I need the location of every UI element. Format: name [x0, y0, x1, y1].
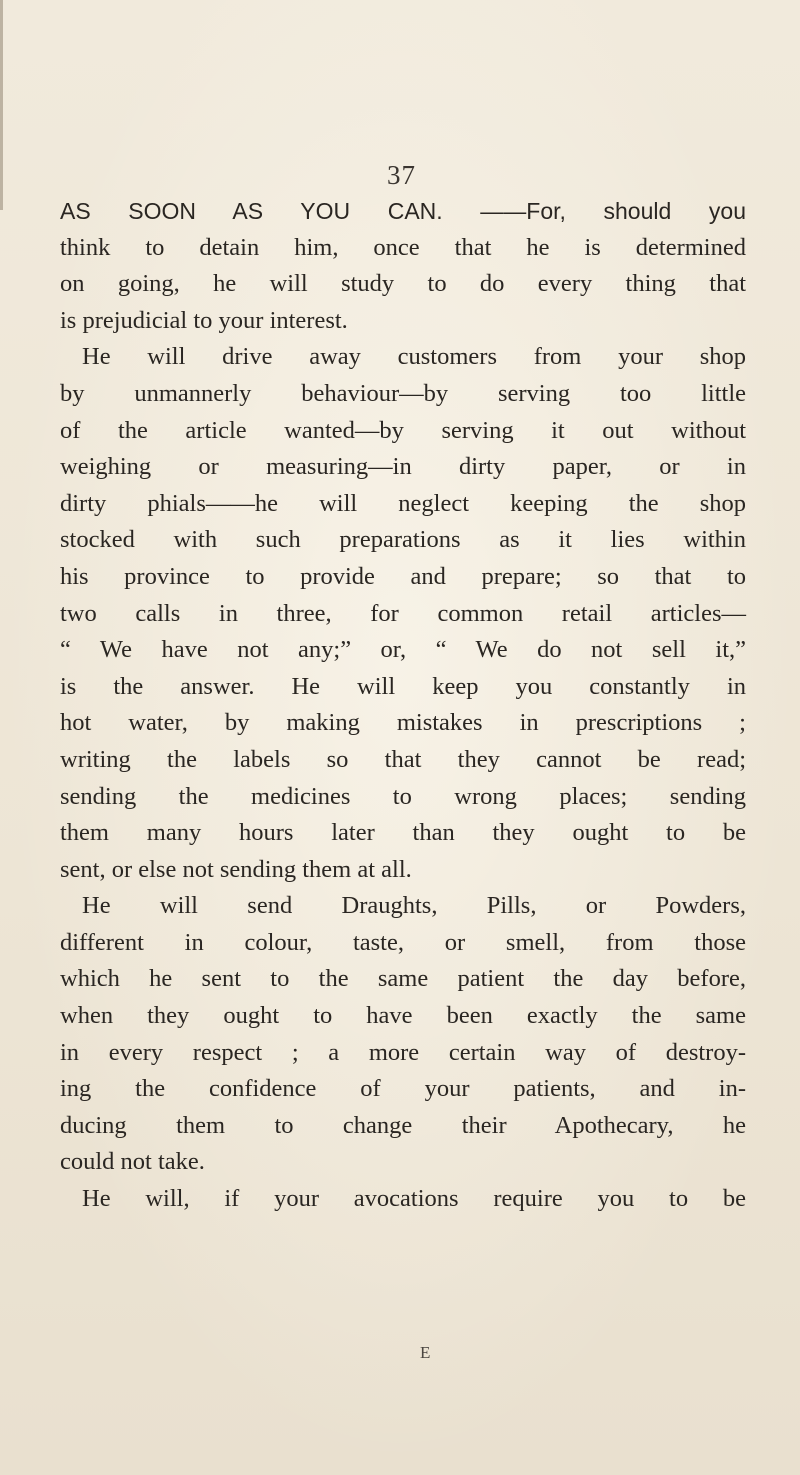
- text-line: sending the medicines to wrong places; sending: [60, 782, 746, 810]
- text-line: ing the confidence of your patients, and in-: [60, 1075, 746, 1103]
- page-edge-shadow: [0, 0, 3, 210]
- page-number: 37: [387, 160, 416, 190]
- text-line: is prejudicial to your interest.: [60, 306, 348, 334]
- text-line: ducing them to change their Apothecary, he: [60, 1111, 746, 1139]
- text-line: them many hours later than they ought to be: [60, 819, 746, 847]
- text-line: on going, he will study to do every thing that: [60, 270, 746, 298]
- signature-mark: E: [420, 1343, 431, 1362]
- text-line: think to detain him, once that he is determined: [60, 233, 746, 261]
- text-line: in every respect ; a more certain way of destroy-: [60, 1038, 746, 1066]
- text-line: He will, if your avocations require you to be: [82, 1185, 746, 1213]
- text-line: when they ought to have been exactly the same: [60, 1002, 746, 1030]
- text-line: writing the labels so that they cannot be read;: [60, 745, 746, 773]
- text-line: sent, or else not sending them at all.: [60, 855, 412, 883]
- text-line: could not take.: [60, 1148, 205, 1176]
- text-line: weighing or measuring—in dirty paper, or in: [60, 453, 746, 481]
- text-line: He will drive away customers from your shop: [82, 343, 746, 371]
- text-line: hot water, by making mistakes in prescriptions ;: [60, 709, 746, 737]
- text-line-quote: “ We have not any;” or, “ We do not sell it,”: [60, 636, 746, 664]
- text-line: two calls in three, for common retail articles—: [60, 599, 746, 627]
- text-line: is the answer. He will keep you constantly in: [60, 672, 746, 700]
- text-line: stocked with such preparations as it lies within: [60, 526, 746, 554]
- text-line: which he sent to the same patient the day before,: [60, 965, 746, 993]
- text-line: by unmannerly behaviour—by serving too little: [60, 379, 746, 407]
- text-line: AS SOON AS YOU CAN. ——For, should you: [60, 198, 746, 224]
- text-line: of the article wanted—by serving it out without: [60, 416, 746, 444]
- text-line: his province to provide and prepare; so that to: [60, 562, 746, 590]
- text-line: He will send Draughts, Pills, or Powders,: [82, 892, 746, 920]
- text-line: different in colour, taste, or smell, from those: [60, 928, 746, 956]
- body-text: [60, 193, 746, 1218]
- text-line: dirty phials——he will neglect keeping the shop: [60, 489, 746, 517]
